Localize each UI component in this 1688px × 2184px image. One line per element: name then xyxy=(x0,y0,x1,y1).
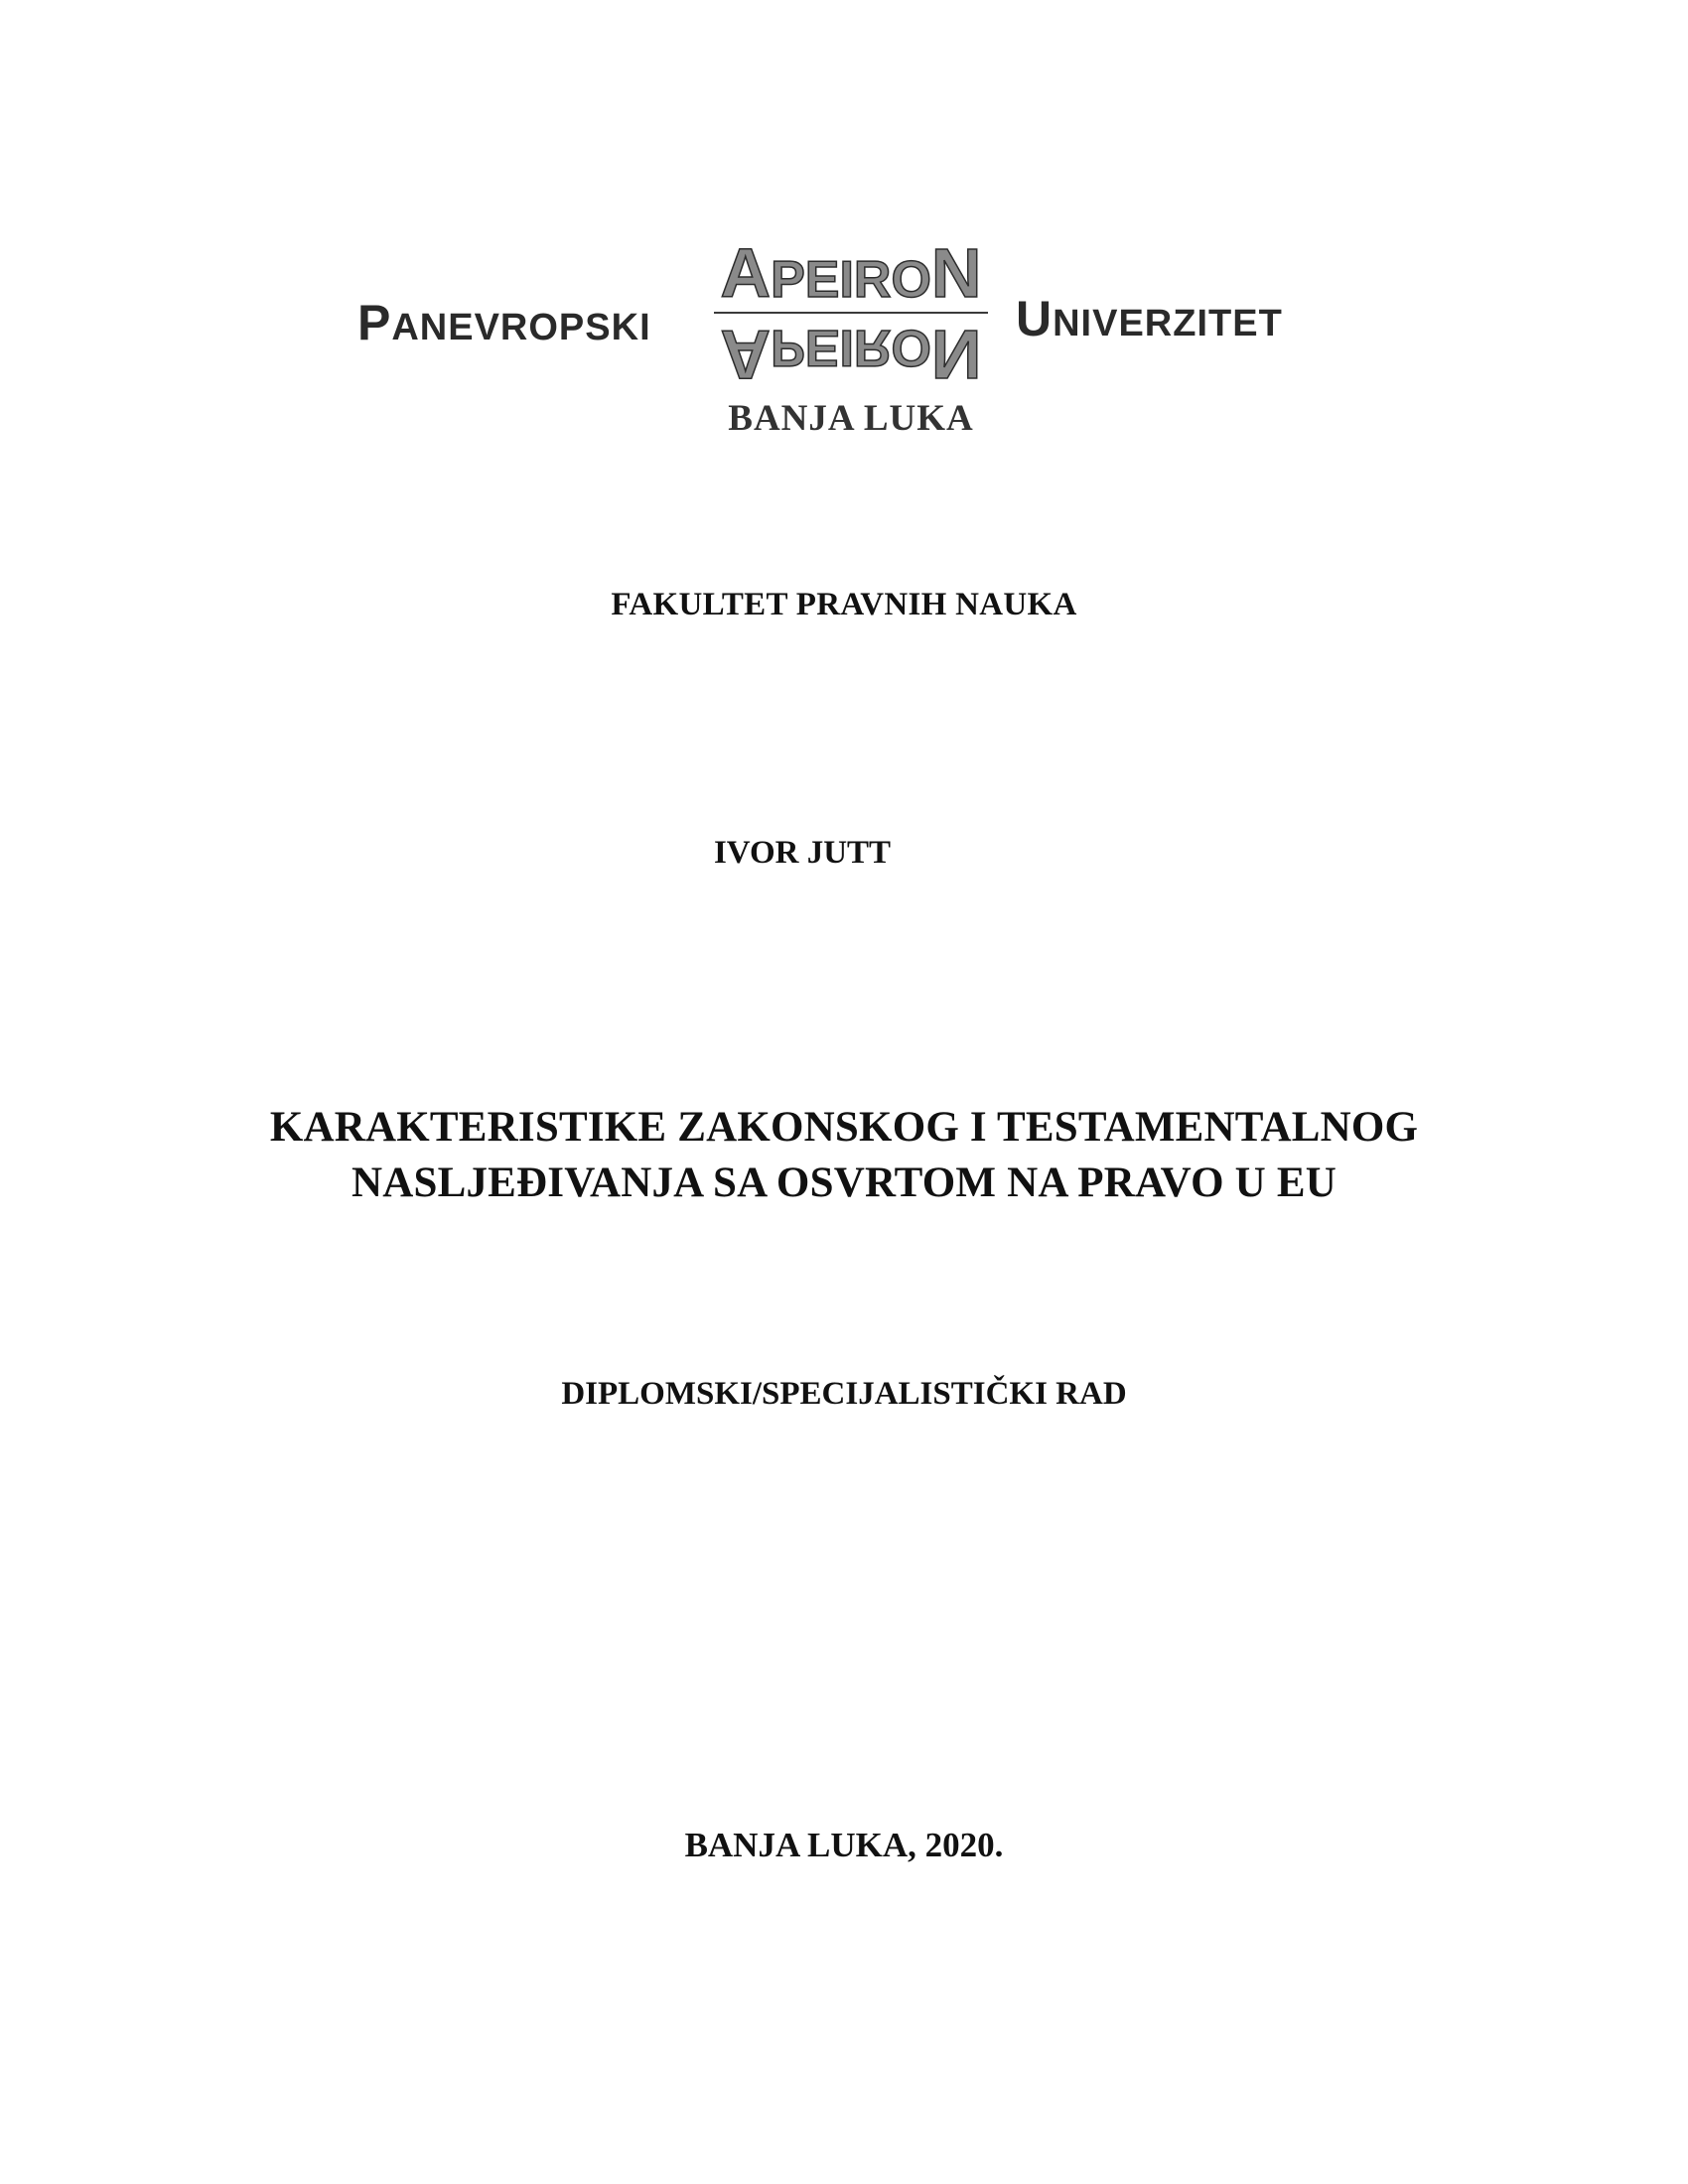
logo-city: BANJA LUKA xyxy=(728,398,974,439)
thesis-type: DIPLOMSKI/SPECIJALISTIČKI RAD xyxy=(561,1376,1127,1412)
logo-word-panevropski: PANEVROPSKI xyxy=(357,295,651,350)
apeiron-emblem xyxy=(710,234,992,393)
place-and-year: BANJA LUKA, 2020. xyxy=(684,1826,1004,1864)
thesis-title-line-2: NASLJEĐIVANJA SA OSVRTOM NA PRAVO U EU xyxy=(351,1160,1337,1206)
logo-divider xyxy=(714,312,988,314)
faculty-name: FAKULTET PRAVNIH NAUKA xyxy=(611,587,1077,622)
logo-word-univerzitet: UNIVERZITET xyxy=(1016,291,1283,346)
apeiron-mirrored-wordmark: APEIRON xyxy=(720,316,982,393)
university-logo xyxy=(352,234,1336,453)
author-name: IVOR JUTT xyxy=(713,835,892,871)
thesis-title-line-1: KARAKTERISTIKE ZAKONSKOG I TESTAMENTALNOG xyxy=(269,1104,1419,1151)
apeiron-wordmark: APEIRON xyxy=(720,234,982,312)
